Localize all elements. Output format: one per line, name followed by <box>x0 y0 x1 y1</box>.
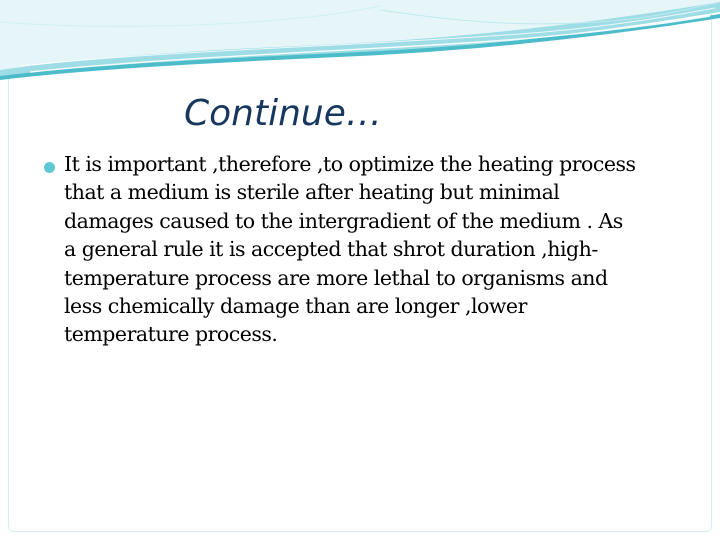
bullet-text: It is important ,therefore ,to optimize the heating process that a medium is sterile after heating but minimal damages caused to the intergradient of the medium . As a general rule it is accepted that shrot duration ,high- temperature process are more lethal to organisms and less chemically damage than are longer ,lower temperature process. <box>64 152 636 347</box>
bullet-dot-icon <box>44 162 55 173</box>
bullet-item <box>40 150 640 349</box>
bullet-list <box>40 150 640 349</box>
slide-title: Continue… <box>184 93 382 134</box>
